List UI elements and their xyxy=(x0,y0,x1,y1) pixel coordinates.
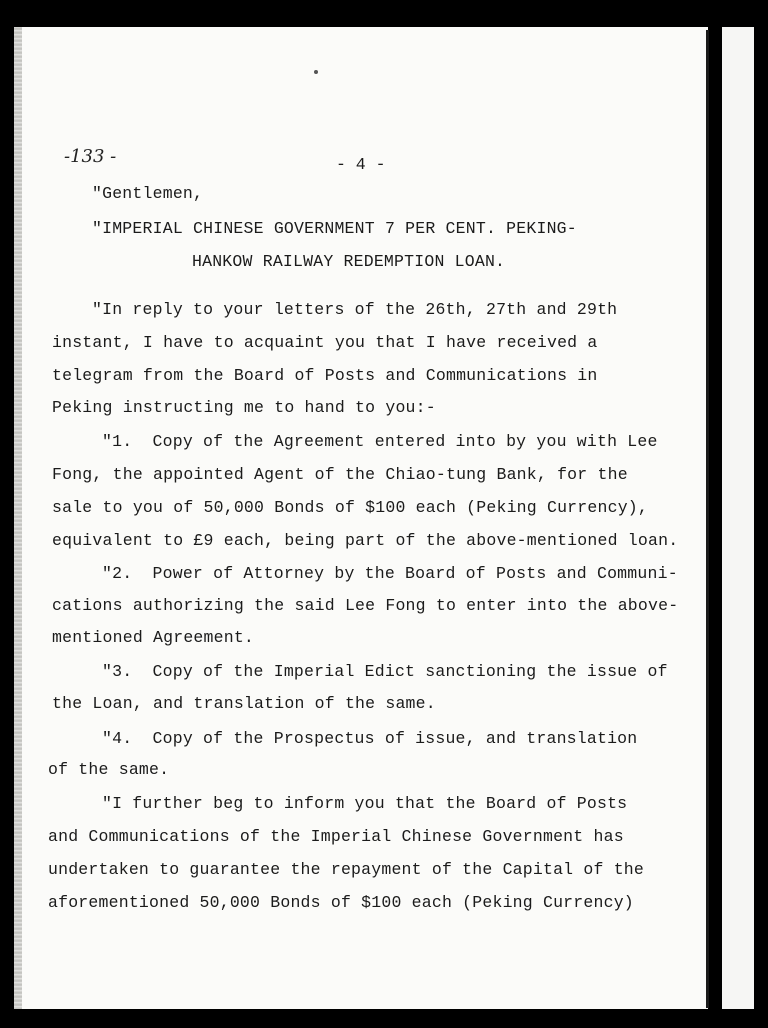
body-line: "4. Copy of the Prospectus of issue, and translation xyxy=(102,729,638,748)
body-line: and Communications of the Imperial Chinese Government has xyxy=(48,827,624,846)
body-line: instant, I have to acquaint you that I have received a xyxy=(52,333,598,352)
body-line: Fong, the appointed Agent of the Chiao-tung Bank, for the xyxy=(52,465,628,484)
subject-line-1: "IMPERIAL CHINESE GOVERNMENT 7 PER CENT. PEKING- xyxy=(92,219,577,238)
body-line: cations authorizing the said Lee Fong to enter into the above- xyxy=(52,596,679,615)
body-line: mentioned Agreement. xyxy=(52,628,255,647)
body-line: "1. Copy of the Agreement entered into by you with Lee xyxy=(102,432,658,451)
page-number: - 4 - xyxy=(336,155,386,174)
body-line: sale to you of 50,000 Bonds of $100 each (Peking Currency), xyxy=(52,498,648,517)
body-line: "2. Power of Attorney by the Board of Posts and Communi- xyxy=(102,564,678,583)
salutation-line: "Gentlemen, xyxy=(92,184,204,203)
handwritten-folio-number: -133 - xyxy=(64,146,117,167)
page-divider xyxy=(706,30,709,1008)
ink-speck xyxy=(314,70,318,74)
body-line: Peking instructing me to hand to you:- xyxy=(52,398,436,417)
body-line: the Loan, and translation of the same. xyxy=(52,694,436,713)
body-line: equivalent to £9 each, being part of the above-mentioned loan. xyxy=(52,531,679,550)
page-binding-edge xyxy=(14,27,22,1009)
subject-line-2: HANKOW RAILWAY REDEMPTION LOAN. xyxy=(192,252,506,271)
body-line: of the same. xyxy=(48,760,170,779)
body-line: undertaken to guarantee the repayment of the Capital of the xyxy=(48,860,644,879)
body-line: "I further beg to inform you that the Board of Posts xyxy=(102,794,628,813)
body-line: "In reply to your letters of the 26th, 27th and 29th xyxy=(92,300,618,319)
adjacent-page-edge xyxy=(722,27,754,1009)
body-line: "3. Copy of the Imperial Edict sanctioning the issue of xyxy=(102,662,668,681)
body-line: telegram from the Board of Posts and Communications in xyxy=(52,366,598,385)
body-line: aforementioned 50,000 Bonds of $100 each (Peking Currency) xyxy=(48,893,634,912)
